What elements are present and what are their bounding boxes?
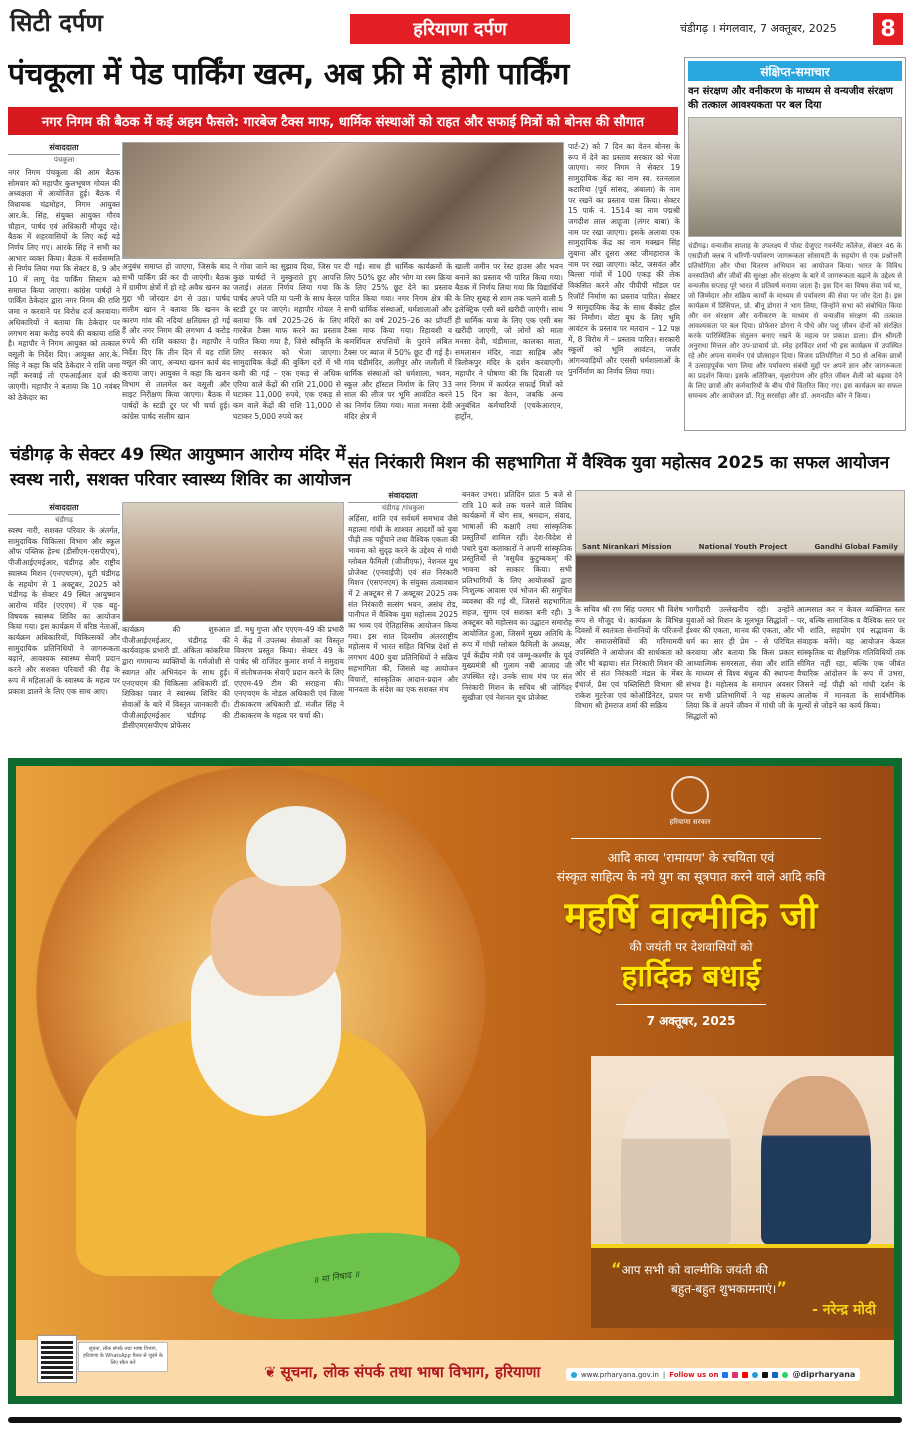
photo-banner-snm: Sant Nirankari Mission: [582, 543, 672, 551]
leader-portrait-1: [621, 1081, 731, 1244]
instagram-icon[interactable]: [732, 1372, 738, 1378]
brief-news-text: चंडीगढ़। वन्यजीव सप्ताह के उपलक्ष्य में पोस्ट ग्रेजुएट गवर्नमेंट कॉलेज, सेक्टर 46 के एसडीजी क्लब ने धरिणी-पर्यावरण जागरूकता सोसायटी के सहयोग से एक प्रश्नोत्तरी प्रतियोगिता और पौधा वितरण अभियान का आयोजन किया। भारत के विविध वनस्पतियों और जीवों की सुरक्षा और संरक्षण के बारे में जागरूकता बढ़ाने के उद्देश्य से वन्यजीव सप्ताह पूरे भारत में प्रतिवर्ष मनाया जाता है। इस दिन का विषय सेवा पर्व था, जो जिम्मेदार और सक्रिय कार्यों के माध्यम से पर्यावरण की सेवा पर जोर देता है। इस कार्यक्रम में प्रिंसिपल, प्रो. बीनू डोगरा ने भाग लिया, जिन्होंने सभा को संबोधित किया और वन संरक्षण और वनीकरण के माध्यम से वन्यजीव संरक्षण की तत्काल आवश्यकता पर बल दिया। प्रोफेसर डोगरा ने पौधे और पशु जीवन दोनों को संरक्षित करके पारिस्थितिक संतुलन बनाए रखने के महत्व पर प्रकाश डाला। डीन श्रीमती अनुराधा मित्तल और उप-प्राचार्य प्रो. स्नेह हरविंदर शर्मा भी इस कार्यक्रम में उपस्थित रहे और अपना समर्थन एवं प्रोत्साहन दिया। विजय प्रतियोगिता में 50 से अधिक छात्रों ने उत्साहपूर्वक भाग लिया और पर्यावरण संबंधी मुद्दों पर अपने ज्ञान और जागरूकता का प्रदर्शन किया। इसके अतिरिक्त, वृक्षारोपण और हरित जीवन शैली को बढ़ावा देने के लिए छात्रों और कर्मचारियों के बीच पौधे वितरित किए गए। इस कार्यक्रम का सफल समन्वय और आयोजन डॉ. रितु सरसोहा और डॉ. अमनप्रीत कौर ने किया।: [688, 242, 902, 400]
quote-box: [591, 1248, 894, 1328]
quote-author: - नरेन्द्र मोदी: [812, 1302, 876, 1318]
health-headline-2: स्वस्थ नारी, सशक्त परिवार स्वास्थ्य शिविर का आयोजन: [10, 470, 352, 490]
close-quote-icon: ”: [776, 1278, 787, 1297]
dateline-place: चंडीगढ़ /पंचकुला: [348, 502, 458, 513]
lead-byline-block: [8, 142, 120, 165]
valmiki-jayanti-advertisement: [8, 758, 902, 1404]
seal-caption: हरियाणा सरकार: [669, 818, 711, 826]
sage-illustration-turban: [246, 806, 346, 886]
lead-column-2: अनुबंध समाप्त हो जाएगा, जिसके बाद सभी पार्किंग फ्री कर दी जाएंगी। बैठक में ग्रामीण क्षेत्रों में हो रहे अवैध खनन का मुद्दा भी जोरदार ढंग से उठा। पार्षद सलीम खान ने बताया कि खनन के कारण गांव की नदियां क्षतिग्रस्त हो गई हैं और नगर निगम की लगभग 4 करोड़ रुपये की राशि बकाया है। महापौर ने निर्देश दिए कि तीन दिन में यह राशि वसूल की जाए, अन्यथा खनन कार्य बंद कराया जाए। आयुक्त ने कहा कि खनन विभाग से तालमेल कर वसूली और साइट निरीक्षण किया जाएगा। बैठक में पार्षदों के स्टडी टूर पर भी चर्चा हुई। कांग्रेस पार्षद सलीम खान: [122, 262, 230, 421]
youth-festival-photo: [575, 490, 905, 602]
department-name: ❦ सूचना, लोक संपर्क तथा भाषा विभाग, हरियाणा: [264, 1363, 541, 1381]
ad-footer: [16, 1340, 894, 1396]
leaders-photo: [591, 1056, 894, 1244]
health-column-1: स्वस्थ नारी, सशक्त परिवार के अंतर्गत, सामुदायिक चिकित्सा विभाग और स्कूल ऑफ पब्लिक हेल्थ (डीसीएम-एसपीएच), पीजीआईएमईआर, चंडीगढ़ और राष्ट्रीय स्वास्थ्य मिशन (एनएचएम), यूटी चंडीगढ़ के सहयोग से 1 अक्टूबर, 2025 को चंडीगढ़ के सेक्टर 49 स्थित आयुष्मान आरोग्य मंदिर (एएएम) में एक बहु-विषयक स्वास्थ्य शिविर का आयोजन किया गया। इस कार्यक्रम में वरिष्ठ नेताओं, कार्यक्रम अधिकारियों, चिकित्सकों और सामुदायिक प्रतिनिधियों ने जागरूकता बढ़ाने, आवश्यक स्वास्थ्य सेवाएँ प्रदान करने और सशक्त परिवारों की रीढ़ के रूप में महिलाओं के स्वास्थ्य के महत्व पर प्रकाश डालने के लिए एक साथ आए।: [8, 526, 120, 696]
linkedin-icon[interactable]: [772, 1372, 778, 1378]
health-headline-1: चंडीगढ़ के सेक्टर 49 स्थित आयुष्मान आरोग्य मंदिर में: [10, 445, 346, 465]
follow-label: Follow us on: [669, 1370, 719, 1379]
page-number: 8: [873, 13, 903, 45]
youth-byline-block: [348, 490, 458, 513]
website-link[interactable]: www.prharyana.gov.in: [581, 1370, 659, 1379]
qr-note: सूचना, लोक संपर्क तथा भाषा विभाग, हरियाणा के WhatsApp चैनल से जुड़ने के लिए स्कैन करें: [78, 1342, 168, 1372]
social-strip: www.prharyana.gov.in | Follow us on @diprharyana: [566, 1368, 860, 1381]
brief-news-title: संक्षिप्त-समाचार: [688, 61, 902, 81]
ad-title: महर्षि वाल्मीकि जी: [564, 894, 818, 937]
open-quote-icon: “: [611, 1259, 622, 1278]
lead-column-6: पार्ट-2) को 7 दिन का वेतन बोनस के रूप में देने का प्रस्ताव सरकार को भेजा जाएगा। नगर निगम ने सेक्टर 19 सामुदायिक केंद्र का नाम स्व. रतनलाल कटारिया (पूर्व सांसद, अंबाला) के नाम पर रखने का प्रस्ताव पास किया। सेक्टर 15 पार्क नं. 1514 का नाम पद्मश्री जगदीश लाल आहूजा (लंगर बाबा) के नाम पर रखा जाएगा। इसके अलावा एक सामुदायिक केंद्र का नाम मक्खन सिंह लुबाना और दूसरा अस्ट जीमहाराज के नाम पर रखा जाएगा। कोट, जसवंत और बिल्ला गांवों में 100 एकड़ की लेक विकसित करने और पीपीपी मॉडल पर रिजॉर्ट निर्माण का प्रस्ताव पारित। सेक्टर 9 सामुदायिक केंद्र के साथ बैंक्वेट हॉल का निर्माण। वोटा बूथ के लिए भूमि आवंटन के प्रस्ताव पर मतदान – 12 पक्ष में, 8 विरोध में – प्रस्ताव पारित। सरकारी स्कूलों को भूमि आवंटन, जर्जर आंगनवाड़ियों और एससी धर्मशालाओं के पुनर्निर्माण का निर्णय लिया गया।: [568, 142, 680, 376]
lead-column-4: दी गई। साथ ही धार्मिक कार्यक्रमों के लिए 50% छूट और भोग या रस्म क्रिया के लिए 25% छूट देने का प्रस्ताव पारित किया गया। नगर निगम क्षेत्र की सभी धार्मिक संस्थाओं, धर्मशालाओं और मंदिरों का वर्ष 2025–26 का प्रॉपर्टी टैक्स माफ किया गया। रिहायशी व कमर्शियल संपत्तियों के पुराने लंबित टैक्स पर ब्याज में 50% छूट दी गई है। गांव चंडीमंदिर, अलीपुर और जलौली में धार्मिक संस्थाओं को धर्मशाला, भवन, स्कूल और हॉस्टल निर्माण के लिए 33 साल की लीज पर भूमि आवंटित करने का निर्णय लिया गया। माता मनसा देवी मंदिर क्षेत्र में: [344, 262, 452, 421]
byline: संवाददाता: [49, 503, 79, 512]
health-column-3: डॉ. मधु गुप्ता और एएएम-49 की प्रभारी ने केंद्र में उपलब्ध सेवाओं का विस्तृत विवरण प्रस्तुत किया। सेक्टर 49 के पार्षद श्री राजिंदर कुमार शर्मा ने समुदाय में संतोषजनक सेवाएँ प्रदान करने के लिए एएएम-49 टीम की सराहना की। एनएचएम के नोडल अधिकारी एवं जिला टीकाकरण अधिकारी डॉ. मंजीत सिंह ने टीकाकरण के महत्व पर चर्चा की।: [234, 625, 344, 720]
social-handle[interactable]: @diprharyana: [792, 1370, 856, 1379]
ad-subtitle: [496, 848, 886, 886]
wildlife-event-photo: [688, 117, 902, 237]
ad-subtitle-line-2: संस्कृत साहित्य के नये युग का सूत्रपात करने वाले आदि कवि: [556, 869, 826, 884]
leader-portrait-2: [761, 1076, 871, 1244]
youth-headline: संत निरंकारी मिशन की सहभागिता में वैश्विक युवा महोत्सव 2025 का सफल आयोजन: [348, 453, 890, 473]
lead-column-5: खाली जमीन पर रेस्ट हाउस और भवन बनाने का प्रस्ताव भी पारित किया गया। बैठक में निर्णय लिया गया कि विद्यार्थियों के लिए सुबह से शाम तक चलने वाली 5 इलेक्ट्रिक एसी बसें खरीदी जाएंगी। साथ ही धार्मिक यात्रा के लिए एक एसी बस खरीदी जाएगी, जो लोगों को माता मनसा देवी, चंडीमाता, कालका माता, समलासन मंदिर, नाडा साहिब और त्रिलोकपुर मंदिर के दर्शन करवाएगी। महापौर ने घोषणा की कि दिवाली पर नगर निगम में कार्यरत सफाई मित्रों को 15 दिन का वेतन, जबकि अन्य अनुबंधित कर्मचारियों (एचकेआरएन, हार्ट्रोन,: [455, 262, 563, 421]
lead-column-1: नगर निगम पंचकूला की आम बैठक सोमवार को महापौर कुलभूषण गोयल की अध्यक्षता में आयोजित हुई। बैठक में विधायक चंद्रमोहन, निगम आयुक्त आर.के. सिंह, संयुक्त आयुक्त गौरव चौहान, पार्षद एवं अधिकारी मौजूद रहे। बैठक में शहरवासियों के लिए कई बड़े निर्णय लिए गए। आरके सिंह ने सभी का आभार व्यक्त किया। बैठक में सर्वसम्मति से निर्णय लिया गया कि सेक्टर 8, 9 और 10 में लागू पेड पार्किंग सिस्टम को समाप्त किया जाएगा। कांग्रेस पार्षदों ने पार्किंग ठेकेदार द्वारा नगर निगम की राशि जमा न करवाने पर विरोध दर्ज करवाया। अधिकारियों ने बताया कि ठेकेदार पर लगभग सवा करोड़ रुपये की बकाया राशि है। महापौर ने निगम आयुक्त को तत्काल वसूली के निर्देश दिए। आयुक्त आर.के. सिंह ने कहा कि यदि ठेकेदार ने राशि जमा नहीं करवाई तो एफआईआर दर्ज की जाएगी। महापौर ने बताया कि 10 नवंबर को ठेकेदार का: [8, 168, 120, 402]
x-icon[interactable]: [762, 1372, 768, 1378]
quote-text: “आप सभी को वाल्मीकि जयंती की बहुत-बहुत शुभकामनाएं।”: [611, 1259, 787, 1297]
facebook-icon[interactable]: [722, 1372, 728, 1378]
palm-leaf-manuscript: ॥ मा निषाद ॥: [207, 1219, 466, 1333]
dateline: चंडीगढ़ । मंगलवार, 7 अक्तूबर, 2025: [680, 22, 837, 35]
byline: संवाददाता: [49, 143, 79, 152]
photo-banner-ggf: Gandhi Global Family: [814, 543, 898, 551]
byline: संवाददाता: [388, 491, 418, 500]
sage-illustration-face: [211, 876, 341, 996]
haryana-govt-seal-icon: [671, 776, 709, 814]
health-byline-block: [8, 502, 120, 525]
masthead-logo: सिटी दर्पण: [10, 8, 103, 37]
lead-headline: पंचकूला में पेड पार्किंग खत्म, अब फ्री में होगी पार्किंग: [8, 57, 569, 92]
dateline-place: चंडीगढ़: [8, 514, 120, 525]
globe-icon: [571, 1372, 577, 1378]
dateline-place: पंचकूला: [8, 154, 120, 165]
whatsapp-icon[interactable]: [782, 1372, 788, 1378]
ad-mid-text: की जयंती पर देशवासियों को: [629, 940, 753, 954]
brief-news-box: [684, 57, 906, 431]
youtube-icon[interactable]: [742, 1372, 748, 1378]
ornament-divider: [616, 1004, 766, 1005]
meeting-photo: [122, 142, 564, 259]
youth-column-2: बनकर उभरा। प्रतिदिन प्रातः 5 बजे से रात्रि 10 बजे तक चलने वाले विविध कार्यक्रमों में योग सत्र, श्रमदान, संवाद, भाषाओं की कक्षाएँ तथा सांस्कृतिक प्रस्तुतियाँ शामिल रहीं। देश-विदेश से पधारे युवा कलाकारों ने अपनी सांस्कृतिक प्रस्तुतियों से 'वसुधैव कुटुम्बकम्' की भावना को साकार किया। सभी प्रतिभागियों के लिए आयोजकों द्वारा निःशुल्क आवास एवं भोजन की समुचित व्यवस्था की गई थी, जिससे सहभागिता सहज, सुगम एवं सशक्त बनी रही। 3 अक्टूबर को महोत्सव का उद्घाटन समारोह आयोजित हुआ, जिसमें मुख्य अतिथि के रूप में गांधी ग्लोबल फैमिली के अध्यक्ष, पूर्व केंद्रीय मंत्री एवं जम्मू-कश्मीर के पूर्व मुख्यमंत्री श्री गुलाम नबी आजाद जी उपस्थित रहे। उनके साथ मंच पर संत निरंकारी मिशन के सचिव श्री जोगिंदर सुखीजा एवं नेशनल यूथ प्रोजेक्ट: [462, 490, 572, 703]
health-column-2: कार्यक्रम की शुरुआत पीजीआईएमईआर, चंडीगढ़ की कार्यवाहक प्रभारी डॉ. अंकिता कांकरिया द्वारा गणमान्य व्यक्तियों के गर्मजोशी से स्वागत और अभिनंदन के साथ हुई। एनएचएम की चिकित्सा अधिकारी डॉ. शिविका पवार ने स्वास्थ्य शिविर की सेवाओं के बारे में विस्तृत जानकारी दी। पीजीआईएमईआर चंडीगढ़ की डीसीएमएसपीएच प्रोफेसर: [122, 625, 230, 731]
lead-column-3: ने गोवा जाने का सुझाव दिया, जिस पर कुछ पार्षदों ने मुस्कुराते हुए आपत्ति जताई। अंततः निर्णय लिया गया कि पार्षद अपने पति या पत्नी के साथ केरल स्टडी टूर पर जाएंगे। महापौर गोयल ने बताया कि वर्ष 2025-26 के लिए गारबेज टैक्स माफ करने का प्रस्ताव पारित किया गया है, जिसे स्वीकृति के लिए सरकार को भेजा जाएगा। सामुदायिक केंद्रों की बुकिंग दरों में भी कमी की गई – एक एकड़ से अधिक एरिया वाले केंद्रों की राशि 21,000 से घटाकर 11,000 रुपये, एक एकड़ से कम वाले केंद्रों की राशि 11,000 से घटाकर 5,000 रुपये कर: [233, 262, 341, 421]
ad-date: 7 अक्तूबर, 2025: [646, 1014, 736, 1028]
ad-subtitle-line-1: आदि काव्य 'रामायण' के रचयिता एवं: [607, 850, 775, 865]
youth-column-3: के सचिव श्री रण सिंह परमार भी विशेष रूप से मौजूद थे। कार्यक्रम के विभिन्न दिवसों में स्वतंत्रता सेनानियों के परिजनों और समाजसेवियों की गरिमामयी उपस्थिति ने आयोजन की सार्थकता को और भी बढ़ाया। संत निरंकारी मिशन की ओर से संत निरंकारी मंडल के मेंबर इंचार्ज, प्रैस एवं पब्लिसिटी विभाग श्री राकेश मुटरेजा एवं कोऑर्डिनेटर, प्रचार विभाग श्री हेमराज शर्मा की सक्रिय: [575, 605, 683, 711]
telegram-icon[interactable]: [752, 1372, 758, 1378]
ad-greeting: हार्दिक बधाई: [621, 959, 761, 994]
youth-column-1: अहिंसा, शांति एवं सर्वधर्म समभाव जैसे महात्मा गांधी के शाश्वत आदर्शों को युवा पीढ़ी तक पहुँचाने तथा वैश्विक एकता की भावना को सुदृढ़ करने के उद्देश्य से गांधी ग्लोबल फैमिली (जीजीएफ), नेशनल यूथ प्रोजेक्ट (एनवाईपी) एवं संत निरंकारी मिशन (एसएनएम) के संयुक्त तत्वावधान में 2 अक्टूबर से 7 अक्टूबर 2025 तक संत निरंकारी सत्संग भवन, असंध रोड, पानीपत में वैश्विक युवा महोत्सव 2025 का भव्य एवं ऐतिहासिक आयोजन किया गया। इस सात दिवसीय अंतरराष्ट्रीय महोत्सव में भारत सहित विभिन्न देशों से लगभग 400 युवा प्रतिनिधियों ने सक्रिय सहभागिता की, जिससे यह आयोजन विचारों, सांस्कृतिक आदान-प्रदान और मानवता के संदेश का एक सशक्त मंच: [348, 514, 458, 695]
youth-column-4: भागीदारी उल्लेखनीय रही। उन्होंने युवाओं को मिशन के मूलभूत सिद्धांतों – ईश्वर की एकता, मानव की एकता, और धर्म का सार ही प्रेम – से परिचित करवाया और बताया कि किस प्रकार आध्यात्मिक समरसता, सेवा और शांति के माध्यम से विश्व बंधुत्व की स्थापना संभव है। महोत्सव के समापन अवसर पर सभी प्रतिभागियों ने यह संकल्प लिया कि वे अपने जीवन में गांधी जी के सिद्धांतों को: [686, 605, 794, 722]
brief-news-headline: वन संरक्षण और वनीकरण के माध्यम से वन्यजीव संरक्षण की तत्काल आवश्यकता पर बल दिया: [688, 86, 893, 111]
print-registration-strip: [8, 1417, 902, 1423]
qr-code-icon[interactable]: [38, 1336, 76, 1382]
photo-banner-nyp: National Youth Project: [698, 543, 788, 551]
section-banner: हरियाणा दर्पण: [350, 14, 570, 44]
ornament-divider: [571, 838, 821, 839]
health-camp-photo: [122, 502, 344, 622]
youth-column-5: आत्मसात कर न केवल व्यक्तिगत स्तर पर, बल्कि सामाजिक व वैश्विक स्तर पर भी शांति, सहयोग एवं सद्भावना के संवाहक बनेंगे। यह आयोजन केवल सांस्कृतिक या शैक्षणिक गतिविधियों तक सीमित नहीं रहा, बल्कि एक जीवंत वैचारिक आंदोलन के रूप में उभरा, जिसने नई पीढ़ी को गांधी दर्शन के आलोक में मानवता के सार्वभौमिक मूल्यों से जोड़ने का कार्य किया।: [797, 605, 905, 711]
lead-subhead: नगर निगम की बैठक में कई अहम फैसले: गारबेज टैक्स माफ, धार्मिक संस्थाओं को राहत और सफाई मित्रों को बोनस की सौगात: [8, 107, 678, 135]
lamp-logo-icon: ❦: [264, 1363, 277, 1381]
